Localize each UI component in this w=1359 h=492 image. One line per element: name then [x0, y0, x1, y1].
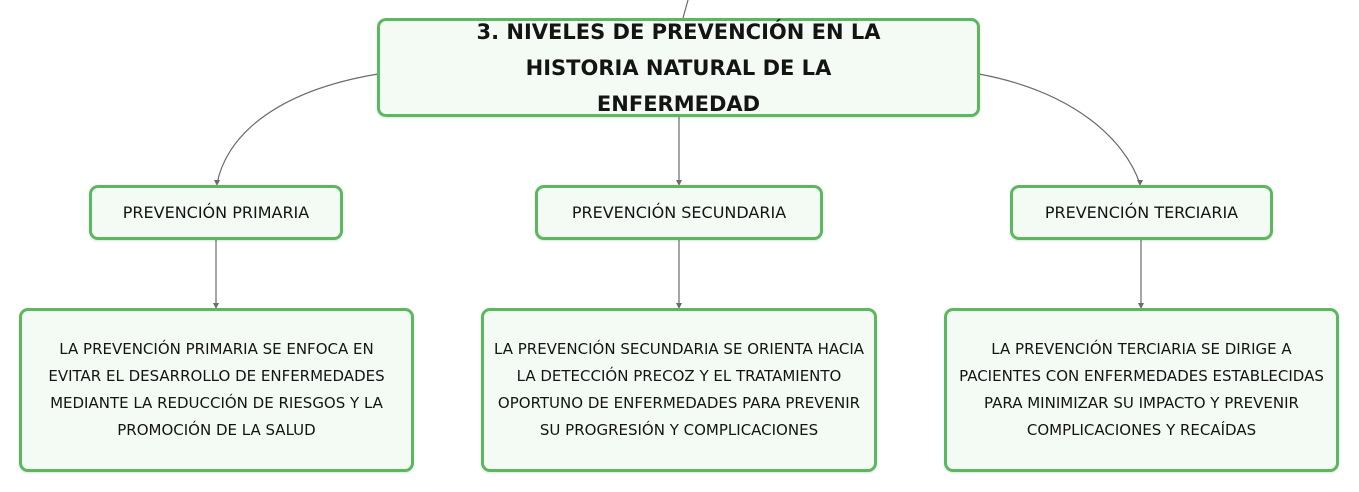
level-node-secundaria[interactable] [535, 185, 823, 240]
level-label-primaria: PREVENCIÓN PRIMARIA [122, 202, 310, 222]
level-node-primaria[interactable] [89, 185, 343, 240]
connector-root-to-primaria [217, 74, 378, 184]
description-node-terciaria[interactable] [944, 308, 1339, 472]
description-node-primaria[interactable] [19, 308, 414, 472]
level-label-terciaria: PREVENCIÓN TERCIARIA [1044, 202, 1239, 222]
level-label-secundaria: PREVENCIÓN SECUNDARIA [571, 202, 787, 222]
description-text-secundaria: LA PREVENCIÓN SECUNDARIA SE ORIENTA HACIA LA DETECCIÓN PRECOZ Y EL TRATAMIENTO OPORTUNO DE ENFERMEDADES PARA PREVENIR SU PROGRESIÓN Y COMPLICACIONES [494, 340, 865, 439]
level-node-terciaria[interactable] [1010, 185, 1273, 240]
connector-root-to-terciaria [979, 74, 1140, 184]
root-topic-label: 3. NIVELES DE PREVENCIÓN EN LA HISTORIA NATURAL DE LA ENFERMEDAD [476, 19, 881, 116]
root-topic-node[interactable] [377, 18, 980, 117]
description-node-secundaria[interactable] [481, 308, 877, 472]
description-text-terciaria: LA PREVENCIÓN TERCIARIA SE DIRIGE A PACIENTES CON ENFERMEDADES ESTABLECIDAS PARA MINIMIZAR SU IMPACTO Y PREVENIR COMPLICACIONES Y RECAÍDAS [959, 340, 1324, 439]
description-text-primaria: LA PREVENCIÓN PRIMARIA SE ENFOCA EN EVITAR EL DESARROLLO DE ENFERMEDADES MEDIANTE LA REDUCCIÓN DE RIESGOS Y LA PROMOCIÓN DE LA SALUD [48, 340, 385, 439]
